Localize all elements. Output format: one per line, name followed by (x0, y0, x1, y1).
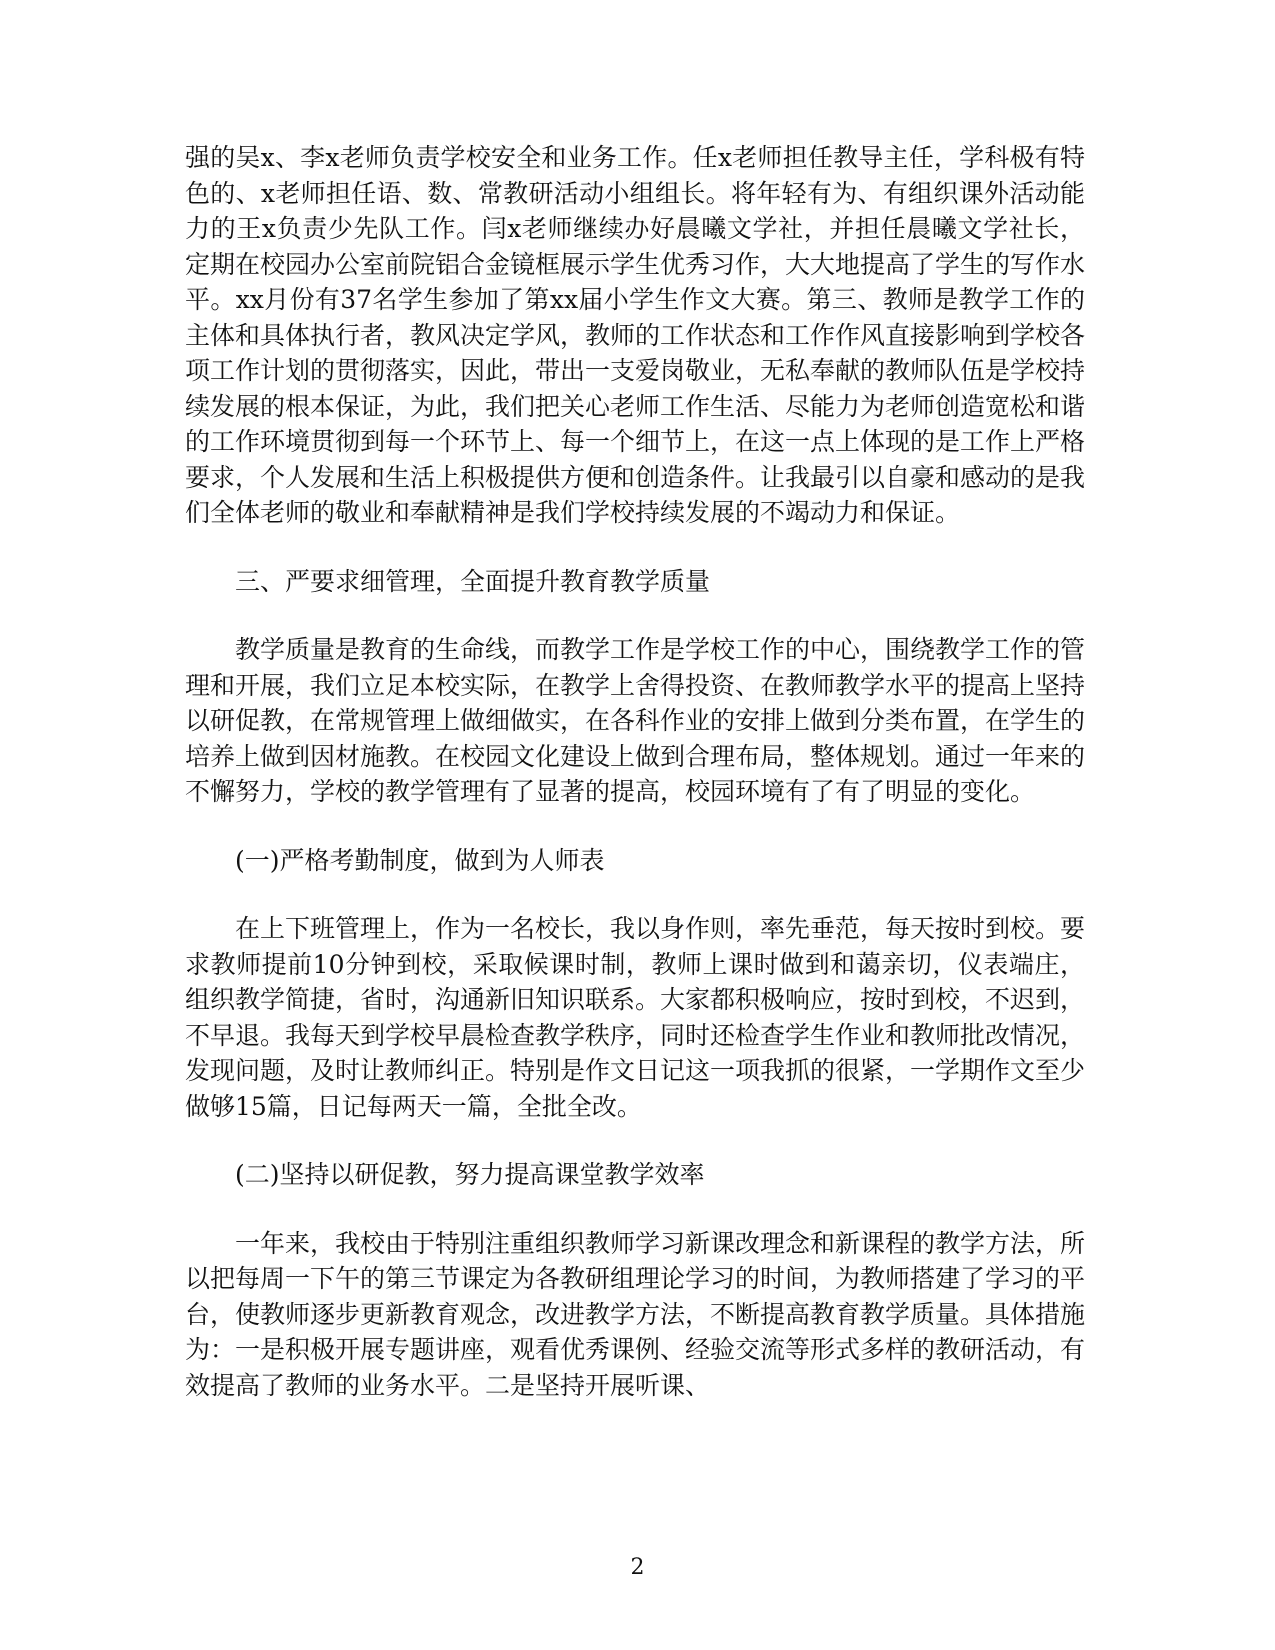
document-body (185, 140, 1085, 1403)
paragraph-continued-staff-assignments: 强的吴x、李x老师负责学校安全和业务工作。任x老师担任教导主任，学科极有特色的、x老师担任语、数、常教研活动小组组长。将年轻有为、有组织课外活动能力的王x负责少先队工作。闫x老师继续办好晨曦文学社，并担任晨曦文学社长，定期在校园办公室前院铝合金镜框展示学生优秀习作，大大地提高了学生的写作水平。xx月份有37名学生参加了第xx届小学生作文大赛。第三、教师是教学工作的主体和具体执行者，教风决定学风，教师的工作状态和工作作风直接影响到学校各项工作计划的贯彻落实，因此，带出一支爱岗敬业，无私奉献的教师队伍是学校持续发展的根本保证，为此，我们把关心老师工作生活、尽能力为老师创造宽松和谐的工作环境贯彻到每一个环节上、每一个细节上，在这一点上体现的是工作上严格要求，个人发展和生活上积极提供方便和创造条件。让我最引以自豪和感动的是我们全体老师的敬业和奉献精神是我们学校持续发展的不竭动力和保证。 (185, 143, 1086, 527)
paragraph-attendance: 在上下班管理上，作为一名校长，我以身作则，率先垂范，每天按时到校。要求教师提前10分钟到校，采取候课时制，教师上课时做到和蔼亲切，仪表端庄，组织教学简捷，省时，沟通新旧知识联系。大家都积极响应，按时到校，不迟到，不早退。我每天到学校早晨检查教学秩序，同时还检查学生作业和教师批改情况，发现问题，及时让教师纠正。特别是作文日记这一项我抓的很紧，一学期作文至少做够15篇，日记每两天一篇，全批全改。 (185, 914, 1086, 1121)
paragraph-teaching-quality: 教学质量是教育的生命线，而教学工作是学校工作的中心，围绕教学工作的管理和开展，我们立足本校实际，在教学上舍得投资、在教师教学水平的提高上坚持以研促教，在常规管理上做细做实，在各科作业的安排上做到分类布置，在学生的培养上做到因材施教。在校园文化建设上做到合理布局，整体规划。通过一年来的不懈努力，学校的教学管理有了显著的提高，校园环境有了有了明显的变化。 (185, 635, 1086, 806)
subheading-research-teaching: (二)坚持以研促教，努力提高课堂教学效率 (235, 1160, 705, 1189)
paragraph-research-teaching: 一年来，我校由于特别注重组织教师学习新课改理念和新课程的教学方法，所以把每周一下午的第三节课定为各教研组理论学习的时间，为教师搭建了学习的平台，使教师逐步更新教育观念，改进教学方法，不断提高教育教学质量。具体措施为：一是积极开展专题讲座，观看优秀课例、经验交流等形式多样的教研活动，有效提高了教师的业务水平。二是坚持开展听课、 (185, 1228, 1086, 1400)
subheading-attendance-system: (一)严格考勤制度，做到为人师表 (235, 845, 605, 875)
page-number: 2 (630, 1555, 645, 1580)
section-heading-teaching-quality: 三、严要求细管理，全面提升教育教学质量 (235, 566, 711, 596)
